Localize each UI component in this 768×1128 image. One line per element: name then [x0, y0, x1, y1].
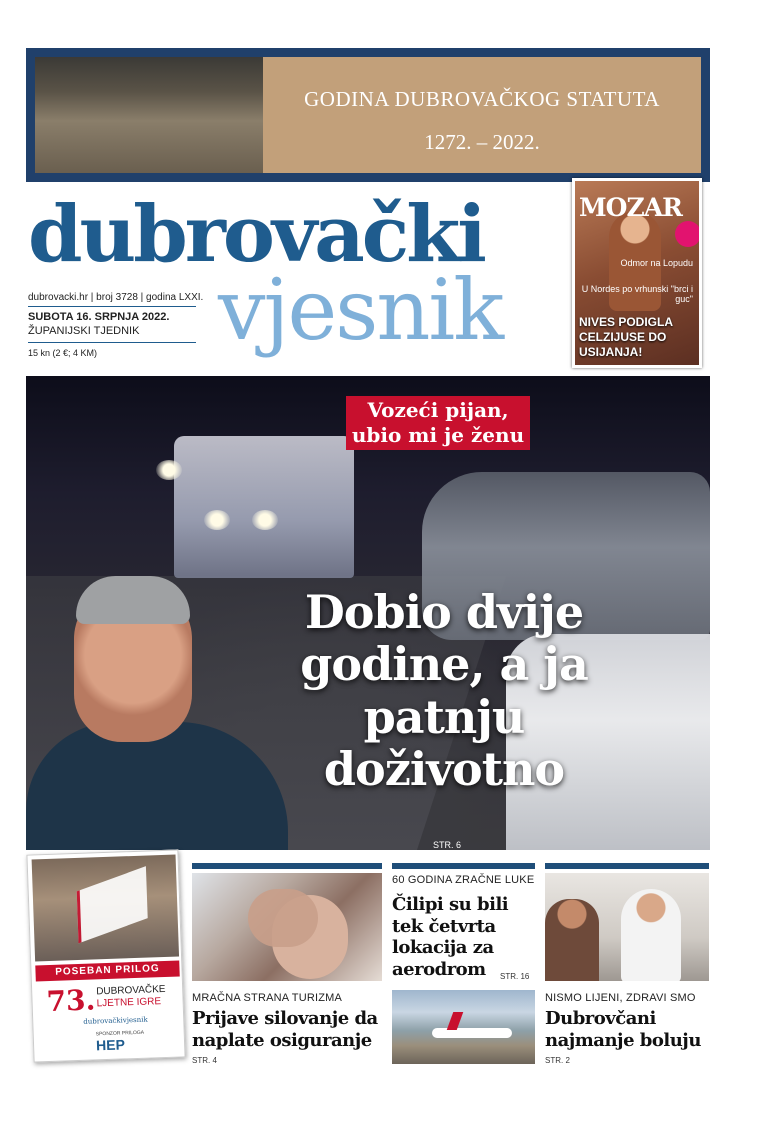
story-1-headline[interactable]: Prijave silovanje da naplate osiguranje — [192, 1008, 378, 1051]
old-city-painting — [35, 57, 263, 173]
ambulance-image — [174, 436, 354, 578]
hep-logo: HEP — [95, 1036, 126, 1054]
magazine-teaser-2: U Nordes po vrhunski "brci i guc" — [581, 284, 693, 304]
supplement-brand: dubrovačkivjesnik — [83, 1015, 148, 1026]
story-1-label: MRAČNA STRANA TURIZMA — [192, 992, 343, 1004]
headlight — [204, 510, 230, 530]
story-3-label: NISMO LIJENI, ZDRAVI SMO — [545, 992, 696, 1004]
headlight — [252, 510, 278, 530]
hero-headline[interactable]: Dobio dvije godine, a ja patnju doživotno — [300, 585, 588, 797]
issue-type: ŽUPANIJSKI TJEDNIK — [28, 325, 140, 337]
hero-story[interactable] — [26, 376, 710, 850]
magazine-logo: MOZAR — [579, 193, 682, 222]
headlight — [156, 460, 182, 480]
magazine-promo[interactable] — [572, 178, 702, 368]
sponsor-label: SPONZOR PRILOGA — [95, 1029, 145, 1038]
hero-kicker: Vozeći pijan, ubio mi je ženu — [346, 396, 530, 450]
story-1-page-ref: STR. 4 — [192, 1056, 217, 1065]
supplement-band: POSEBAN PRILOG — [35, 960, 179, 981]
promo-badge — [675, 221, 701, 247]
festival-name-1: DUBROVAČKE — [96, 983, 166, 998]
story-2-headline[interactable]: Čilipi su bili tek četvrta lokacija za aerodrom — [392, 894, 509, 980]
story-1-image[interactable] — [192, 873, 382, 981]
magazine-teaser-1: Odmor na Lopudu — [620, 258, 693, 268]
story-2-image[interactable] — [392, 990, 535, 1064]
meta-divider — [28, 342, 196, 343]
column-bar — [392, 863, 535, 869]
masthead-logo-bottom: vjesnik — [218, 261, 503, 359]
flag-image — [77, 866, 148, 943]
masthead-logo-top: dubrovački — [28, 189, 484, 280]
story-3-page-ref: STR. 2 — [545, 1056, 570, 1065]
banner-title: GODINA DUBROVAČKOG STATUTA — [304, 87, 660, 111]
story-3-headline[interactable]: Dubrovčani najmanje boluju — [545, 1008, 701, 1051]
issue-date: SUBOTA 16. SRPNJA 2022. — [28, 311, 170, 323]
issue-meta: dubrovacki.hr | broj 3728 | godina LXXI. — [28, 292, 204, 303]
column-bar — [545, 863, 709, 869]
festival-edition: 73. — [45, 983, 96, 1019]
festival-photo — [32, 855, 179, 962]
meta-divider — [28, 306, 196, 307]
column-bar — [192, 863, 382, 869]
festival-name-2: LJETNE IGRE — [96, 996, 162, 1010]
story-3-image[interactable] — [545, 873, 709, 981]
hero-page-ref: STR. 6 — [433, 840, 462, 850]
banner-years: 1272. – 2022. — [424, 130, 540, 154]
issue-price: 15 kn (2 €; 4 KM) — [28, 348, 98, 358]
statute-banner[interactable] — [26, 48, 710, 182]
supplement-promo[interactable] — [26, 849, 185, 1062]
magazine-headline: NIVES PODIGLA CELZIJUSE DO USIJANJA! — [579, 315, 673, 359]
story-2-label: 60 GODINA ZRAČNE LUKE — [392, 874, 535, 886]
banner-text-panel — [263, 57, 701, 173]
story-2-page-ref: STR. 16 — [500, 972, 530, 981]
